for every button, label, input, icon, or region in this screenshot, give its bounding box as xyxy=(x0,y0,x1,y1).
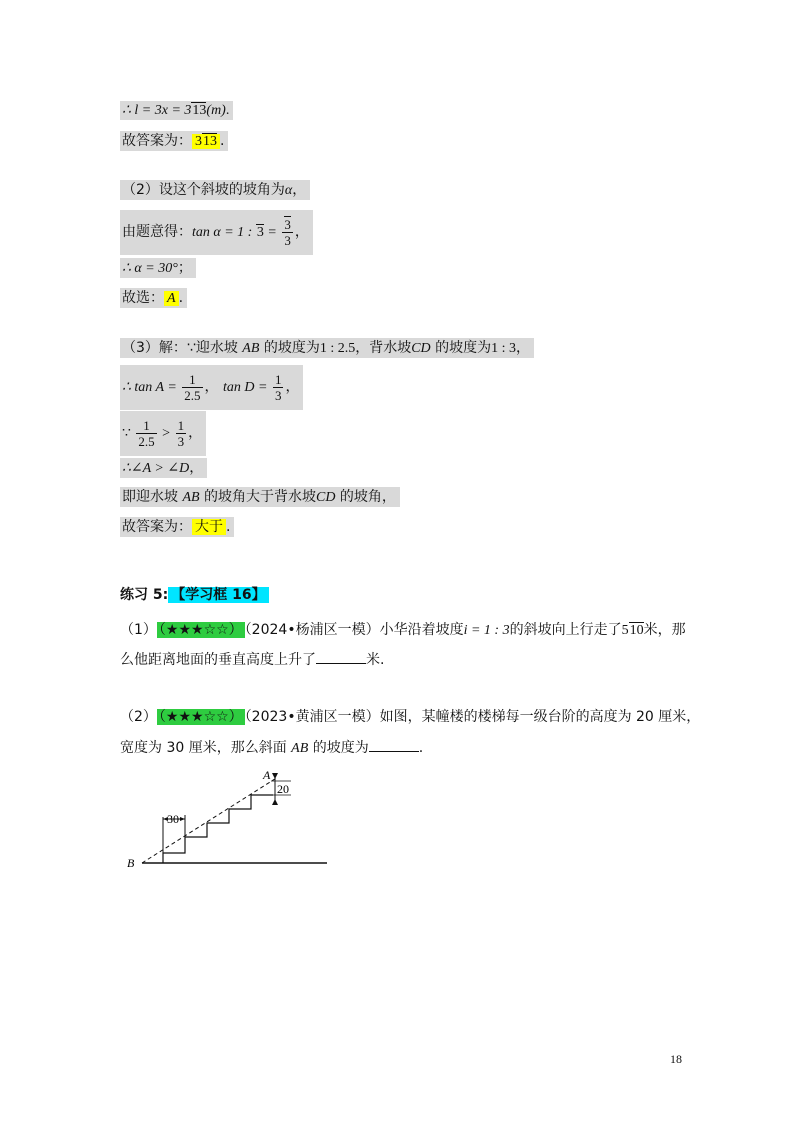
fraction-sqrt3-over-3: $\frac{3}{3}$ xyxy=(284,216,291,248)
part3-compare: ∵ $\frac{1}{2.5}$ > $\frac{1}{3}$ ， xyxy=(120,411,206,451)
point-b-label: B xyxy=(127,856,135,870)
staircase-steps xyxy=(163,795,273,863)
difficulty-stars-q1: （★★★☆☆） xyxy=(158,622,243,638)
staircase-figure xyxy=(125,765,345,875)
solution-line-l: ∴ l = 3x = 313(m). xyxy=(120,98,233,123)
exercise-heading: 练习 5: 【学习框 16】 xyxy=(120,583,269,607)
part3-conclusion: 即迎水坡 AB 的坡角大于背水坡CD 的坡角， xyxy=(120,485,400,510)
answer-blank-q1[interactable] xyxy=(316,649,366,664)
part2-given: 由题意得：tan α = 1 : 3 = $\frac{3}{3}$ ， xyxy=(120,210,313,250)
answer-line-1: 故答案为： 313 . xyxy=(120,129,228,154)
answer-blank-q2[interactable] xyxy=(369,737,419,752)
height-label: 20 xyxy=(277,782,289,796)
question-1-line1: （1） （★★★☆☆） （2024•杨浦区一模）小华沿着坡度i = 1 : 3的斜坡向上行走了510米，那 xyxy=(120,622,686,638)
part3-line1: （3）解：∵迎水坡 AB 的坡度为1 : 2.5，背水坡CD 的坡度为1 : 3， xyxy=(120,336,534,361)
part2-intro: （2）设这个斜坡的坡角为α， xyxy=(120,178,310,203)
point-a-label: A xyxy=(263,768,271,782)
study-box-label: 【学习框 16】 xyxy=(168,587,268,603)
question-2-line1: （2） （★★★☆☆） （2023•黄浦区一模）如图，某幢楼的楼梯每一级台阶的高度为 20 厘米， xyxy=(120,709,701,725)
width-label: 30 xyxy=(167,812,179,826)
slope-line-ab xyxy=(142,777,278,863)
part2-result: ∴ α = 30°； xyxy=(120,256,196,281)
part3-angle: ∴∠A > ∠D， xyxy=(120,456,207,481)
part3-answer: 故答案为： 大于 . xyxy=(120,515,234,539)
page-number: 18 xyxy=(670,1052,682,1066)
part2-choose: 故选： A . xyxy=(120,286,187,311)
difficulty-stars-q2: （★★★☆☆） xyxy=(158,709,243,725)
question-1-line2: 么他距离地面的垂直高度上升了 米. xyxy=(120,648,384,672)
part3-tan-values: ∴ tan A = $\frac{1}{2.5}$ ， tan D = $\frac{1}{3}$ ， xyxy=(120,365,303,405)
question-2-line2: 宽度为 30 厘米，那么斜面 AB 的坡度为 . xyxy=(120,736,423,761)
